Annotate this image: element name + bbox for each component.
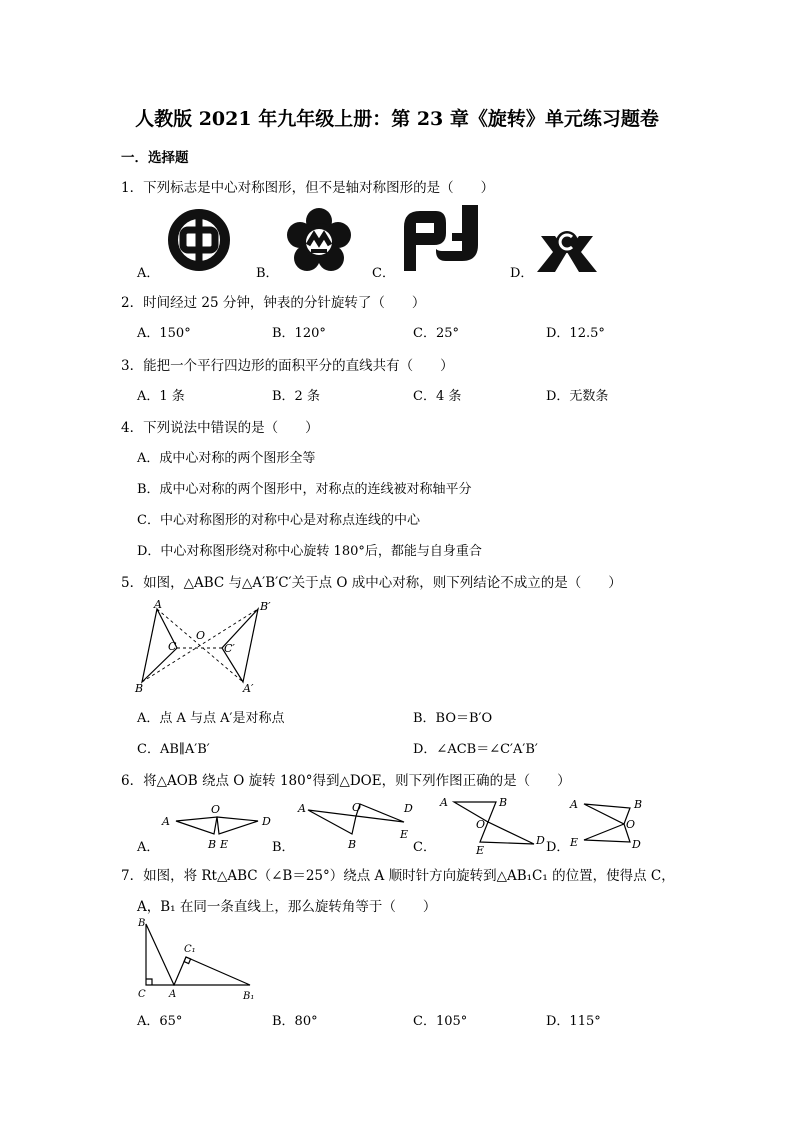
section-heading: 一．选择题: [121, 150, 189, 166]
q7-label-c: C: [138, 989, 146, 1000]
q6d-label-o: O: [626, 818, 636, 831]
q5-option-d: D．∠ACB＝∠C′A′B′: [413, 742, 538, 757]
q6c-label-e: E: [476, 844, 485, 856]
q5-label-o: O: [196, 629, 206, 642]
q6d-label-a: A: [570, 798, 578, 811]
q3-option-b: B．2 条: [272, 389, 320, 404]
q4-option-b: B．成中心对称的两个图形中，对称点的连线被对称轴平分: [137, 482, 472, 497]
question-1: 1．下列标志是中心对称图形，但不是轴对称图形的是（ ）: [121, 180, 495, 196]
q6d-label-b: B: [634, 798, 643, 811]
question-2: 2．时间经过 25 分钟，钟表的分针旋转了（ ）: [121, 295, 426, 311]
q6b-label-a: A: [298, 802, 306, 815]
q7-option-d: D．115°: [546, 1014, 601, 1029]
q7-option-c: C．105°: [413, 1014, 468, 1029]
q6-figure-c: [436, 792, 552, 856]
q3-option-d: D．无数条: [546, 389, 609, 404]
q6-option-c: C．: [413, 840, 436, 855]
q6-figure-a: [158, 800, 278, 852]
question-7-line-2: A，B₁ 在同一条直线上，那么旋转角等于（ ）: [137, 899, 437, 915]
question-4: 4．下列说法中错误的是（ ）: [121, 420, 319, 436]
question-5: 5．如图，△ABC 与△A′B′C′关于点 O 成中心对称，则下列结论不成立的是（ ）: [121, 575, 622, 591]
q6a-label-o: O: [211, 803, 221, 816]
page-title: 人教版 2021 年九年级上册：第 23 章《旋转》单元练习题卷: [135, 108, 659, 130]
q5-option-b: B．BO＝B′O: [413, 711, 493, 726]
q2-option-c: C．25°: [413, 326, 459, 341]
q2-option-b: B．120°: [272, 326, 326, 341]
question-6: 6．将△AOB 绕点 O 旋转 180°得到△DOE，则下列作图正确的是（ ）: [121, 773, 571, 789]
q6c-label-a: A: [440, 796, 448, 809]
q4-option-d: D．中心对称图形绕对称中心旋转 180°后，都能与自身重合: [137, 544, 482, 559]
q6b-label-o: O: [352, 801, 362, 814]
q6-figure-d: [568, 792, 656, 856]
q2-option-d: D．12.5°: [546, 326, 605, 341]
q6a-label-a: A: [162, 815, 170, 828]
q6c-label-o: O: [476, 818, 486, 831]
q7-label-c1: C₁: [184, 944, 196, 955]
q4-option-a: A．成中心对称的两个图形全等: [137, 451, 316, 466]
q7-label-a: A: [169, 989, 177, 1000]
q7-option-b: B．80°: [272, 1014, 318, 1029]
q6c-label-d: D: [536, 834, 545, 847]
q5-label-a: A: [154, 598, 162, 611]
q5-option-a: A．点 A 与点 A′是对称点: [137, 711, 285, 726]
flower-logo-icon: [283, 205, 355, 277]
question-7-line-1: 7．如图，将 Rt△ABC（∠B＝25°）绕点 A 顺时针方向旋转到△AB₁C₁ 的位置，使得点 C，: [121, 868, 675, 884]
question-3: 3．能把一个平行四边形的面积平分的直线共有（ ）: [121, 358, 454, 374]
q3-option-c: C．4 条: [413, 389, 462, 404]
q6-option-a: A．: [137, 840, 160, 855]
q1-option-b: B．: [256, 266, 279, 281]
bank-of-china-logo-icon: [164, 205, 234, 275]
q5-label-b-prime: B′: [260, 600, 271, 613]
q7-option-a: A．65°: [137, 1014, 183, 1029]
q7-label-b: B: [138, 918, 146, 929]
spd-bank-logo-icon: [400, 205, 482, 271]
q6a-label-b: B: [208, 838, 217, 851]
q6a-label-e: E: [220, 838, 229, 851]
q5-option-c: C．AB∥A′B′: [137, 742, 210, 757]
q1-option-c: C．: [372, 266, 395, 281]
q5-label-a-prime: A′: [243, 682, 254, 695]
q6-option-d: D．: [546, 840, 570, 855]
q4-option-c: C．中心对称图形的对称中心是对称点连线的中心: [137, 513, 420, 528]
q7-figure: [132, 914, 262, 1004]
q6d-label-d: D: [632, 838, 641, 851]
q2-option-a: A．150°: [137, 326, 191, 341]
q6c-label-b: B: [499, 796, 508, 809]
q5-label-c-prime: C′: [224, 642, 235, 655]
q3-option-a: A．1 条: [137, 389, 185, 404]
q6b-label-b: B: [348, 838, 357, 851]
q6b-label-e: E: [400, 828, 409, 841]
q1-option-d: D．: [510, 266, 534, 281]
q6-figure-b: [296, 798, 420, 852]
q5-label-c: C: [168, 640, 177, 653]
q6-option-b: B．: [272, 840, 295, 855]
q6a-label-d: D: [262, 815, 271, 828]
q1-option-a: A．: [137, 266, 160, 281]
q7-label-b1: B₁: [243, 991, 255, 1002]
q5-label-b: B: [135, 682, 144, 695]
q5-figure: [130, 598, 285, 698]
credit-coop-logo-icon: [535, 222, 599, 274]
q6d-label-e: E: [570, 836, 579, 849]
q6b-label-d: D: [404, 802, 413, 815]
